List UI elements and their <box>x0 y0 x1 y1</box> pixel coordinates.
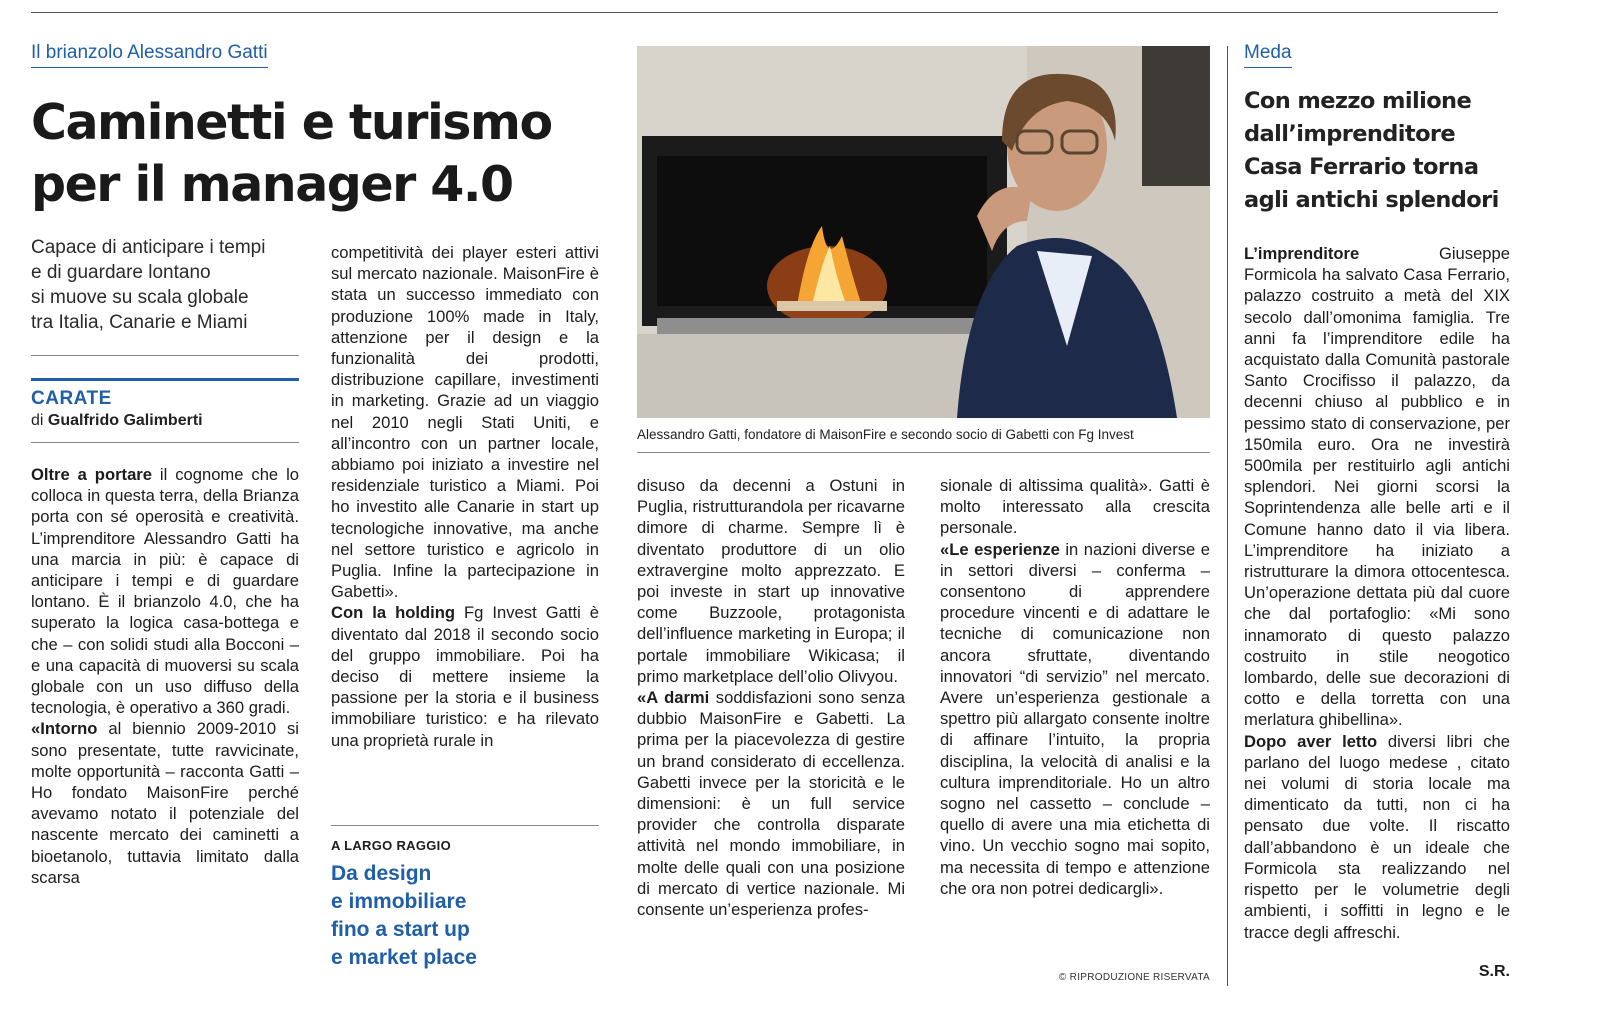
paragraph-text: soddisfazioni sono senza dubbio MaisonFire e Gabetti. La prima per la piacevolezza di gestire un brand considerato di eccellenza. Gabetti invece per la storicità e le dimensioni: è un full service provider che controlla disparate attività nel mondo immobiliare, in molte delle quali con una posizione di mercato di vertice nazionale. Mi consente un’esperienza profes- <box>637 688 905 920</box>
paragraph-text: diversi libri che parlano del luogo medese , citato nei volumi di storia locale ma dimenticato da tutti, non ci ha pensato due volte. Il riscatto dall’abbandono è un ideale che Formicola sta realizzando nel rispetto per le volumetrie degli ambienti, i soffitti in legno e le tracce degli affreschi. <box>1244 731 1510 942</box>
paragraph-text: disuso da decenni a Ostuni in Puglia, ristrutturandola per ricavarne dimore di charme. Sempre lì è diventato produttore di un olio extravergine molto apprezzato. E poi investe in start up innovative come Buzzoole, protagonista dell’influence marketing in Europa; il portale immobiliare Wikicasa; il primo marketplace dell’olio Olivyou. <box>637 476 905 686</box>
paragraph <box>331 242 599 602</box>
byline-prefix: di <box>31 412 44 429</box>
subhead-rule <box>31 355 299 356</box>
byline-rule <box>31 442 299 443</box>
right-headline-line: dall’imprenditore <box>1244 121 1456 147</box>
paragraph-text: Giuseppe Formicola ha salvato Casa Ferrario, palazzo costruito a metà del XIX secolo dall’omonima famiglia. Tre anni fa l’imprenditore edile ha acquistato dalla Comunità pastorale Santo Crocifisso il palazzo, da decenni chiuso al pubblico e in pessimo stato di conservazione, per 150mila euro. Ora ne investirà 500mila per restituirlo agli antichi splendori. Nei giorni scorsi la Soprintendenza alle belle arti e il Comune hanno dato il via libera. L’imprenditore ha iniziato a ristrutturare la dimora ottocentesca. Un’operazione dettata più dal cuore che dal portafoglio: «Mi sono innamorato di questo palazzo costruito in stile neogotico lombardo, delle sue decorazioni di cotto e della torretta con una merlatura ghibellina». <box>1244 244 1510 730</box>
byline <box>31 412 203 430</box>
subhead-line: si muove su scala globale <box>31 287 249 308</box>
lead-in: L’imprenditore <box>1244 244 1360 263</box>
subhead-line: tra Italia, Canarie e Miami <box>31 312 248 333</box>
sidebar-title-line: fino a start up <box>331 918 470 941</box>
right-headline <box>1244 85 1544 217</box>
subhead-line: Capace di anticipare i tempi <box>31 237 266 258</box>
lead-in: «Le esperienze <box>940 539 1060 559</box>
paragraph <box>31 718 299 888</box>
byline-author: Gualfrido Galimberti <box>47 412 203 429</box>
right-headline-line: agli antichi splendori <box>1244 187 1499 213</box>
right-kicker: Meda <box>1244 42 1292 68</box>
lead-in: «A darmi <box>637 688 710 708</box>
paragraph <box>637 687 905 920</box>
right-body <box>1244 243 1510 943</box>
sidebar-label: A LARGO RAGGIO <box>331 838 451 853</box>
subhead-line: e di guardare lontano <box>31 262 211 283</box>
paragraph-text: in nazioni diverse e in settori diversi – conferma – consentono di apprendere procedure vincenti e di adattare le tecniche di comunicazione non ancora sfruttate, diventando innovatori “di servizio” nel mercato. Avere un’esperienza gestionale a spettro più allargato consente inoltre di affinare l’intuito, la propria disciplina, la velocità di analisi e la cultura imprenditoriale. Ho un altro sogno nel cassetto – conclude – quello di avere una mia etichetta di vino. Un vecchio sogno mai sopito, ma necessita di tempo e attenzione che ora non potrei dedicargli». <box>940 539 1210 898</box>
paragraph-text: al biennio 2009-2010 si sono presentate, tutte ravvicinate, molte opportunità – racconta Gatti – Ho fondato MaisonFire perché avevamo notato il potenziale del nascente mercato dei caminetti a bioetanolo, tuttavia limitato dalla scarsa <box>31 719 299 887</box>
photo-illustration <box>637 46 1210 418</box>
body-column-4 <box>940 475 1210 899</box>
body-column-2 <box>331 242 599 751</box>
top-rule <box>31 12 1498 13</box>
lead-in: Con la holding <box>331 603 456 623</box>
article-headline <box>31 92 631 216</box>
headline-line-1: Caminetti e turismo <box>31 94 552 151</box>
sidebar-title-line: e immobiliare <box>331 890 467 913</box>
body-column-3 <box>637 475 905 920</box>
lead-in: Dopo aver letto <box>1244 731 1378 751</box>
paragraph <box>31 464 299 718</box>
section-rule <box>31 378 299 381</box>
signature: S.R. <box>1478 963 1510 980</box>
paragraph-text: Fg Invest Gatti è diventato dal 2018 il secondo socio del gruppo immobiliare. Poi ha deciso di mettere insieme la passione per la storia e il business immobiliare turistico: e ha rilevato una proprietà rurale in <box>331 603 599 750</box>
body-column-1 <box>31 464 299 888</box>
column-divider <box>1227 46 1228 986</box>
paragraph-text: competitività dei player esteri attivi sul mercato nazionale. MaisonFire è stata un successo immediato con produzione 100% made in Italy, attenzione per il design e la funzionalità dei prodotti, distribuzione capillare, investimenti in marketing. Grazie ad un viaggio nel 2010 negli Stati Uniti, e all’incontro con un partner locale, abbiamo poi iniziato a investire nel residenziale turistico a Miami. Poi ho investito alle Canarie in start up tecnologiche innovative, ma anche nel settore turistico e agricolo in Puglia. Infine la partecipazione in Gabetti». <box>331 243 599 602</box>
sidebar-title <box>331 860 599 972</box>
article-kicker: Il brianzolo Alessandro Gatti <box>31 42 268 68</box>
section-label: CARATE <box>31 388 112 409</box>
paragraph-text: sionale di altissima qualità». Gatti è molto interessato alla crescita personale. <box>940 476 1210 538</box>
paragraph <box>331 602 599 750</box>
right-headline-line: Casa Ferrario torna <box>1244 154 1479 180</box>
lead-in: «Intorno <box>31 719 98 739</box>
right-headline-line: Con mezzo milione <box>1244 88 1472 114</box>
sidebar-title-line: Da design <box>331 862 432 885</box>
sidebar-title-line: e market place <box>331 946 477 969</box>
paragraph-text: il cognome che lo colloca in questa terra, della Brianza porta con sé operosità e creatività. L’imprenditore Alessandro Gatti ha una marcia in più: è capace di anticipare i tempi e di guardare lontano. È il brianzolo 4.0, che ha superato la logica casa-bottega e che – con solidi studi alla Bocconi – e una capacità di muoversi su scala globale con un uso diffuso della tecnologia, è operativo a 360 gradi. <box>31 465 299 718</box>
sidebar-rule <box>331 825 599 826</box>
lead-in: Oltre a portare <box>31 465 152 484</box>
headline-line-2: per il manager 4.0 <box>31 156 513 213</box>
paragraph <box>637 475 905 687</box>
paragraph <box>940 475 1210 539</box>
paragraph <box>1244 731 1510 943</box>
paragraph <box>940 539 1210 899</box>
copyright-notice: © RIPRODUZIONE RISERVATA <box>1058 972 1210 983</box>
photo-caption: Alessandro Gatti, fondatore di MaisonFire e secondo socio di Gabetti con Fg Invest <box>637 427 1134 442</box>
article-subhead <box>31 235 321 335</box>
article-photo <box>637 46 1210 418</box>
caption-rule <box>637 452 1210 453</box>
paragraph <box>1244 243 1510 731</box>
